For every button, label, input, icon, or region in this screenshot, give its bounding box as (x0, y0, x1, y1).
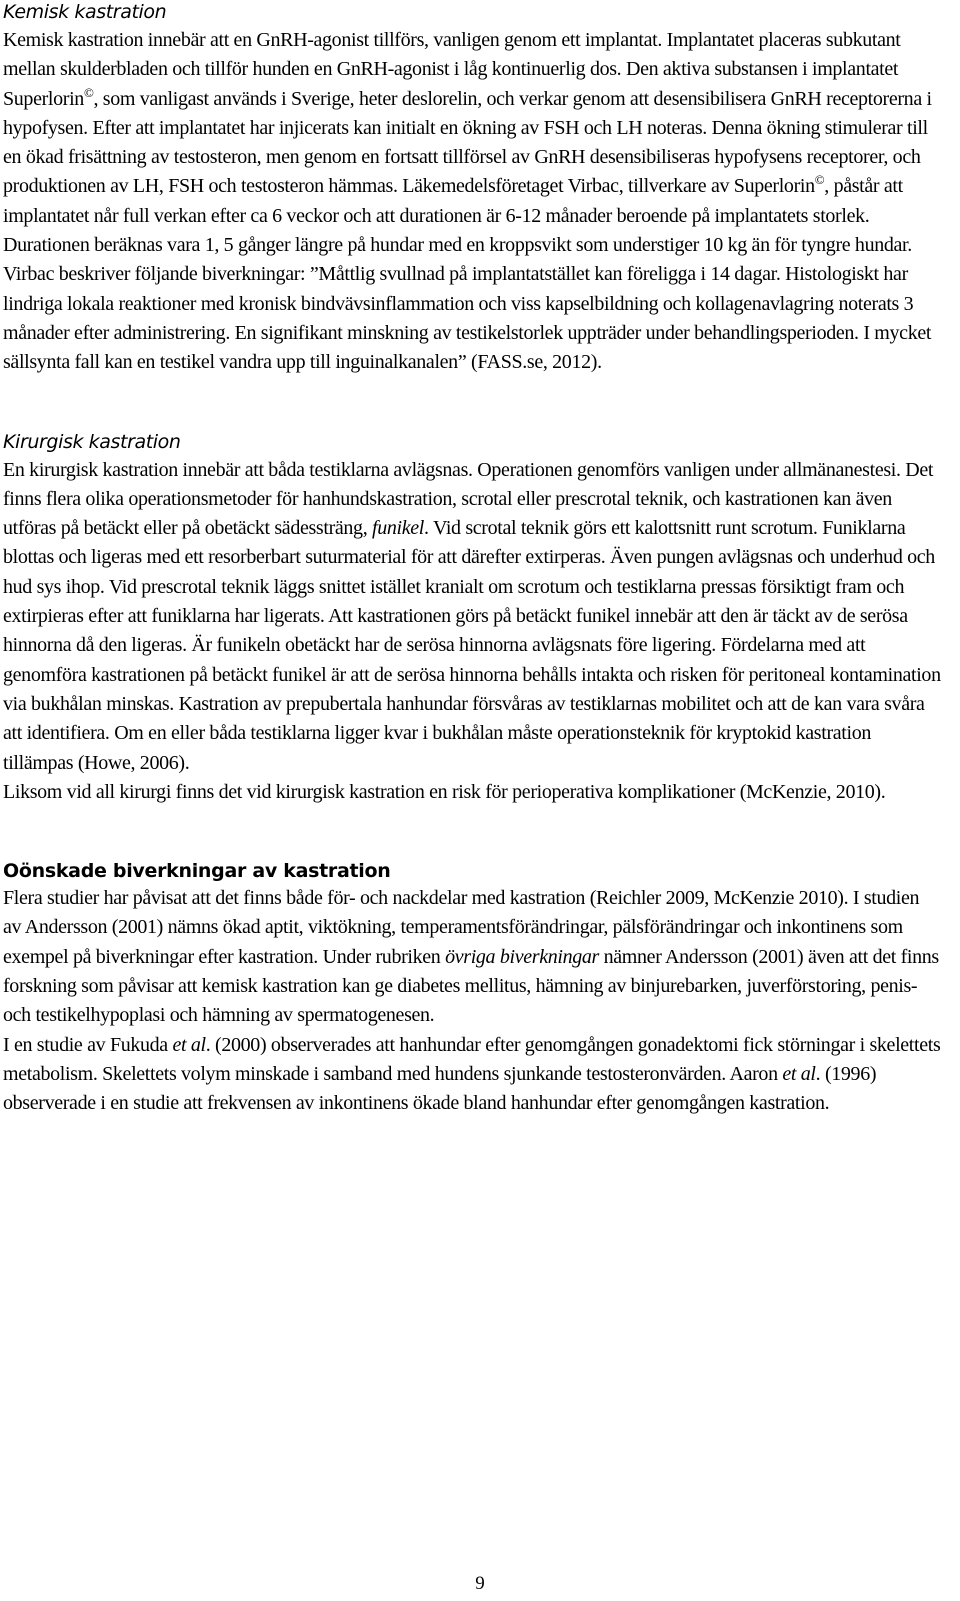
text-run: nämner Andersson (2001) även att det finns forskning som påvisar att kemisk kastration kan ge diabetes mellitus, hämning av binjurebarken, juverförstoring, penis- och testikelhypoplasi och hämning av spermatogenesen. (3, 945, 939, 1027)
section-oonskade-biverkningar (3, 807, 941, 1118)
page-number: 9 (475, 1573, 485, 1594)
paragraph (3, 778, 941, 807)
italic-term: et al (782, 1062, 816, 1085)
section-kemisk-kastration (3, 0, 941, 378)
text-run: , som vanligast används i Sverige, heter deslorelin, och verkar genom att desensibilisera GnRH receptorerna i hypofysen. Efter att implantatet har injicerats kan initialt en ökning av FSH och LH noteras. Denna ökning stimulerar till en ökad frisättning av testosteron, men genom en fortsatt tillförsel av GnRH desensibiliseras hypofysens receptorer, och produktionen av LH, FSH och testosteron hämmas. Läkemedelsföretaget Virbac, tillverkare av Superlorin (3, 87, 932, 198)
document-page (3, 0, 941, 1119)
section-kirurgisk-kastration (3, 378, 941, 808)
italic-term: övriga biverkningar (445, 945, 599, 968)
text-run: I en studie av Fukuda (3, 1033, 173, 1056)
text-run: . Vid scrotal teknik görs ett kalottsnitt runt scrotum. Funiklarna blottas och ligeras med ett resorberbart suturmaterial för att därefter extirperas. Även pungen avlägsnas och underhud och hud sys ihop. Vid prescrotal teknik läggs snittet istället kranialt om scrotum och testiklarna pressas försiktigt fram och extirpieras efter att funiklarna har ligerats. Att kastrationen görs på betäckt funikel innebär att den är täckt av de serösa hinnorna då den ligeras. Är funikeln obetäckt har de serösa hinnorna avlägsnats före ligering. Fördelarna med att genomföra kastrationen på betäckt funikel är att de serösa hinnorna behålls intakta och risken för peritoneal kontamination via bukhålan minskas. Kastration av prepubertala hanhundar försvåras av testiklarnas mobilitet och att de kan vara svåra att identifiera. Om en eller båda testiklarna ligger kvar i bukhålan måste operationsteknik för kryptokid kastration tillämpas (Howe, 2006). (3, 517, 941, 774)
text-run: Kemisk kastration innebär att en GnRH-agonist tillförs, vanligen genom ett implantat. Implantatet placeras subkutant mellan skulderbladen och tillför hunden en GnRH-agonist i låg kontinuerlig dos. Den aktiva substansen i implantatet Superlorin (3, 29, 901, 110)
paragraph (3, 456, 941, 778)
text-run: Liksom vid all kirurgi finns det vid kirurgisk kastration en risk för perioperativa komplikationer (McKenzie, 2010). (3, 780, 886, 803)
section-heading: Kemisk kastration (3, 1, 167, 23)
text-run: En kirurgisk kastration innebär att båda testiklarna avlägsnas. Operationen genomförs vanligen under allmänanestesi. Det finns flera olika operationsmetoder för hanhundskastration, scrotal eller prescrotal teknik, och kastrationen kan även utföras på betäckt eller på obetäckt sädessträng, (3, 458, 934, 540)
section-heading: Oönskade biverkningar av kastration (3, 860, 391, 883)
text-run: . (2000) observerades att hanhundar efter genomgången gonadektomi fick störningar i skelettets metabolism. Skelettets volym minskade i samband med hundens sjunkande testosteronvärden. Aaron (3, 1033, 941, 1085)
text-run: Flera studier har påvisat att det finns både för- och nackdelar med kastration (Reichler 2009, McKenzie 2010). I studien av Andersson (2001) nämns ökad aptit, viktökning, temperamentsförändringar, pälsförändringar och inkontinens som exempel på biverkningar efter kastration. Under rubriken (3, 887, 920, 968)
paragraph (3, 1031, 941, 1119)
italic-term: et al (172, 1033, 206, 1056)
paragraph (3, 26, 941, 378)
text-run: , påstår att implantatet når full verkan efter ca 6 veckor och att durationen är 6-12 månader beroende på implantatets storlek. Durationen beräknas vara 1, 5 gånger längre på hundar med en kroppsvikt som understiger 10 kg än för tyngre hundar. Virbac beskriver följande biverkningar: ”Måttlig svullnad på implantatstället kan föreligga i 14 dagar. Histologiskt har lindriga lokala reaktioner med kronisk bindvävsinflammation och viss kapselbildning och kollagenavlagring noterats 3 månader efter administrering. En signifikant minskning av testikelstorlek uppträder under behandlingsperioden. I mycket sällsynta fall kan en testikel vandra upp till inguinalkanalen” (FASS.se, 2012). (3, 175, 932, 374)
paragraph (3, 884, 941, 1030)
italic-term: funikel (372, 517, 424, 540)
copyright-symbol: © (83, 84, 94, 100)
section-heading: Kirurgisk kastration (3, 430, 181, 453)
text-run: . (1996) observerade i en studie att frekvensen av inkontinens ökade bland hanhundar efter genomgången kastration. (3, 1062, 877, 1115)
copyright-symbol: © (814, 172, 825, 188)
